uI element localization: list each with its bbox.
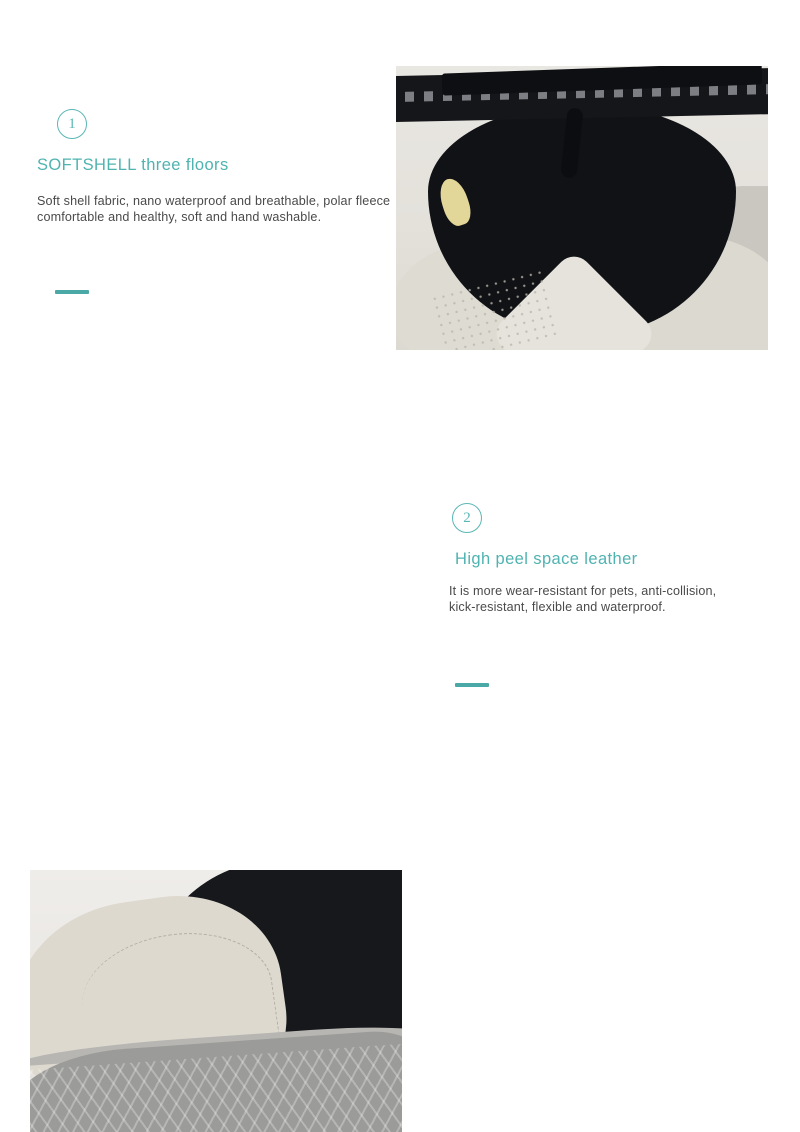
feature-section-1 xyxy=(0,0,800,400)
feature-body-1: Soft shell fabric, nano waterproof and breathable, polar fleece comfortable and healthy, soft and hand washable. xyxy=(37,194,391,224)
step-number-badge-1: 1 xyxy=(57,109,87,139)
feature-image-1 xyxy=(396,66,768,350)
accent-rule-2 xyxy=(455,683,489,687)
step-number-badge-2: 2 xyxy=(452,503,482,533)
feature-body-2: It is more wear-resistant for pets, anti-collision, kick-resistant, flexible and waterproof. xyxy=(449,584,717,614)
feature-section-2 xyxy=(0,400,800,800)
accent-rule-1 xyxy=(55,290,89,294)
feature-headline-2: High peel space leather xyxy=(455,550,638,568)
feature-image-2 xyxy=(30,870,402,1132)
feature-headline-1: SOFTSHELL three floors xyxy=(37,156,229,174)
